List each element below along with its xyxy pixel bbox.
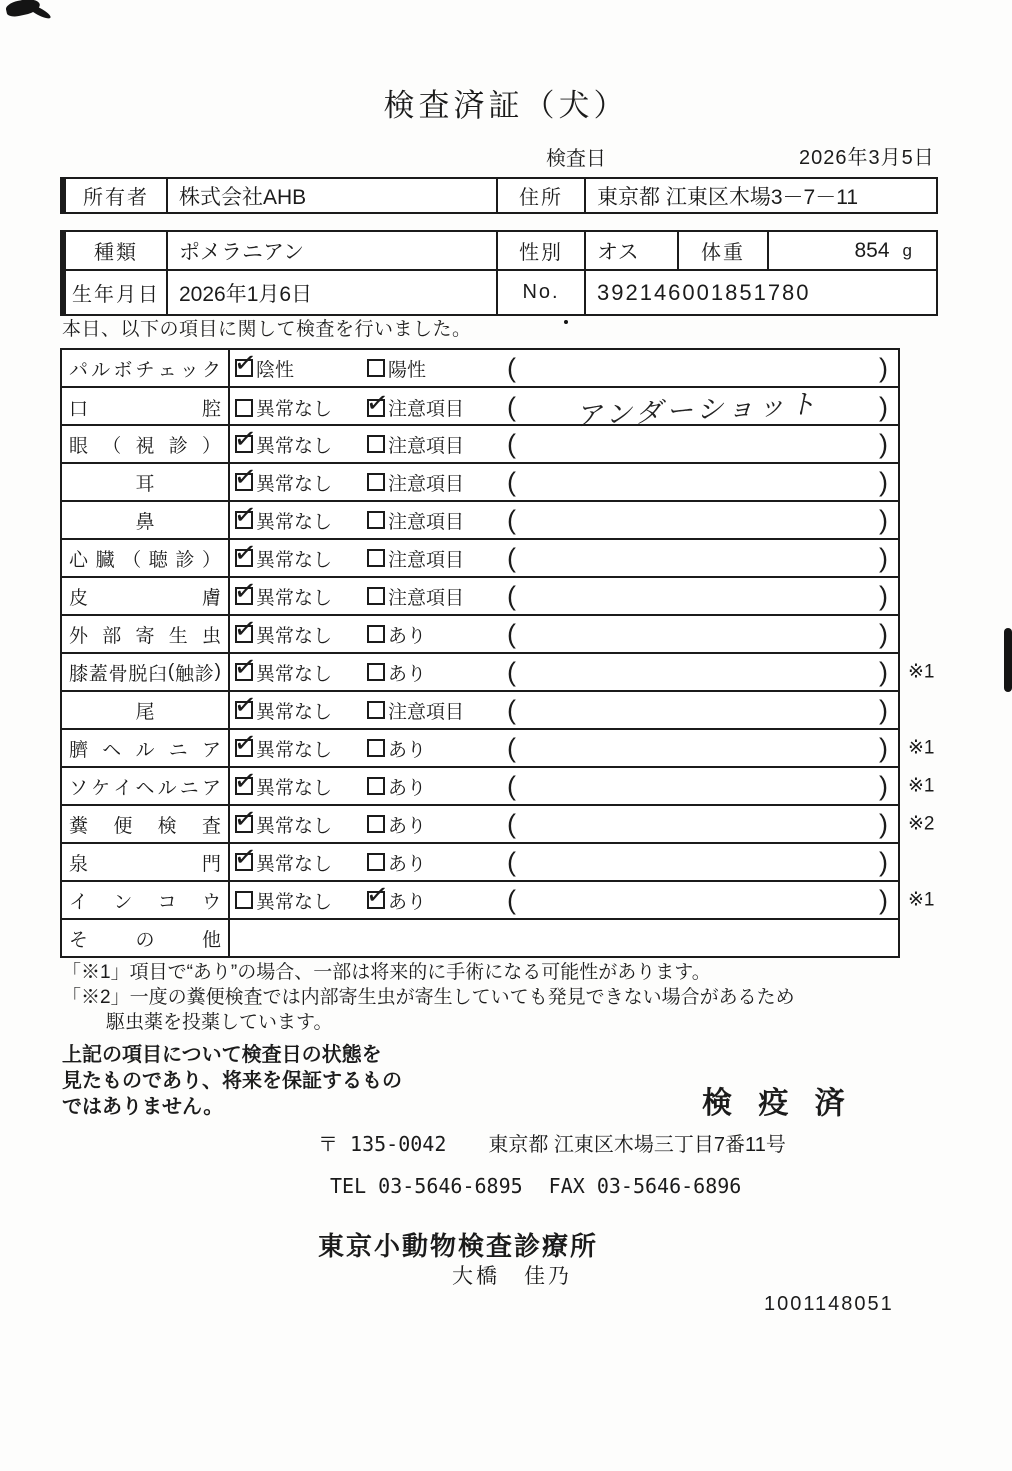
option-2-checkbox xyxy=(367,359,385,377)
inspection-item-name: 外 部 寄 生 虫 xyxy=(62,616,230,652)
inspection-row xyxy=(62,690,898,728)
option-1 xyxy=(230,578,362,614)
inspection-item-name: 眼 （ 視 診 ） xyxy=(62,426,230,462)
option-1-label: 異常なし xyxy=(256,549,333,571)
option-2 xyxy=(362,806,497,842)
result-note-field xyxy=(497,806,898,842)
inspection-item-name: 耳 xyxy=(62,464,230,500)
option-1-checkbox xyxy=(235,473,253,491)
option-2 xyxy=(362,426,497,462)
option-1 xyxy=(230,768,362,804)
option-2 xyxy=(362,388,497,427)
sex-value: オス xyxy=(586,232,679,269)
option-1-label: 異常なし xyxy=(256,587,333,609)
owner-info-table xyxy=(60,177,938,214)
option-1-checkbox xyxy=(235,777,253,795)
weight-number: 854 xyxy=(854,238,890,262)
animal-info-row-1 xyxy=(66,232,936,271)
option-1-checkbox xyxy=(235,853,253,871)
option-2 xyxy=(362,350,497,386)
option-2 xyxy=(362,654,497,690)
footnotes xyxy=(62,960,795,1035)
inspection-date-label: 検査日 xyxy=(546,148,606,170)
clinic-address: 東京都 江東区木場三丁目7番11号 xyxy=(488,1134,786,1156)
option-1-label: 異常なし xyxy=(256,625,333,647)
option-1-label: 異常なし xyxy=(256,739,333,761)
footnote-mark: ※1 xyxy=(908,775,935,797)
option-1 xyxy=(230,730,362,766)
option-1-label: 異常なし xyxy=(256,701,333,723)
footnote-2-line-2: 駆虫薬を投薬しています。 xyxy=(106,1012,333,1033)
option-2-checkbox xyxy=(367,625,385,643)
footnote-mark: ※1 xyxy=(908,737,935,759)
option-1 xyxy=(230,844,362,880)
inspection-row xyxy=(62,652,935,690)
option-2 xyxy=(362,692,497,728)
option-2 xyxy=(362,768,497,804)
option-2-checkbox xyxy=(367,815,385,833)
inspection-item-name: 心 臓 （ 聴 診 ） xyxy=(62,540,230,576)
option-1-checkbox xyxy=(235,663,253,681)
option-1-checkbox xyxy=(235,549,253,567)
footnote-mark: ※1 xyxy=(908,889,935,911)
option-2 xyxy=(362,616,497,652)
result-note-field xyxy=(497,502,898,538)
option-1-label: 異常なし xyxy=(256,853,333,875)
option-1-label: 陰性 xyxy=(256,359,295,381)
inspection-item-name: イ ン コ ウ xyxy=(62,882,230,918)
inspection-row xyxy=(62,500,898,538)
option-1 xyxy=(230,616,362,652)
option-2-label: 注意項目 xyxy=(388,473,465,495)
option-2-checkbox xyxy=(367,777,385,795)
option-1-label: 異常なし xyxy=(256,891,333,913)
weight-unit: g xyxy=(902,240,912,260)
result-note-field xyxy=(497,388,898,433)
inspection-item-name: 糞 便 検 査 xyxy=(62,806,230,842)
option-1-label: 異常なし xyxy=(256,473,333,495)
handwritten-note: ( アンダーショット xyxy=(574,388,821,433)
option-2-label: 注意項目 xyxy=(388,435,465,457)
option-2-checkbox xyxy=(367,435,385,453)
option-2-label: あり xyxy=(388,815,427,837)
owner-label: 所有者 xyxy=(66,179,168,212)
result-note-field xyxy=(497,730,898,766)
option-2-label: あり xyxy=(388,891,427,913)
option-2 xyxy=(362,882,497,918)
option-2 xyxy=(362,464,497,500)
inspection-row xyxy=(62,424,898,462)
birthdate-value: 2026年1月6日 xyxy=(168,271,498,314)
veterinarian-name: 大橋 佳乃 xyxy=(452,1265,572,1288)
option-1-checkbox xyxy=(235,587,253,605)
result-note-field xyxy=(497,654,898,690)
tel-number: TEL 03-5646-6895 xyxy=(330,1174,523,1198)
result-note-field xyxy=(497,540,898,576)
result-note-field xyxy=(497,464,898,500)
inspection-row xyxy=(62,728,935,766)
inspection-row xyxy=(62,842,898,880)
option-1 xyxy=(230,654,362,690)
inspection-item-name: ソ ケ イ ヘ ル ニ ア xyxy=(62,768,230,804)
result-note-field xyxy=(497,882,898,918)
scan-artifact xyxy=(1004,628,1012,692)
postal-code: 〒 135-0042 xyxy=(318,1132,447,1156)
option-1-checkbox xyxy=(235,511,253,529)
inspection-row xyxy=(62,576,898,614)
option-2-label: 注意項目 xyxy=(388,587,465,609)
footnote-mark: ※2 xyxy=(908,813,935,835)
inspection-item-name: そ の 他 xyxy=(62,920,230,956)
weight-value xyxy=(769,232,936,269)
option-1-checkbox xyxy=(235,625,253,643)
clinic-address-line xyxy=(318,1128,786,1157)
option-1-checkbox xyxy=(235,435,253,453)
address-value: 東京都 江東区木場3－7－11 xyxy=(597,185,858,209)
inspection-item-name: 泉 門 xyxy=(62,844,230,880)
document-number: 1001148051 xyxy=(764,1293,894,1315)
option-1-checkbox xyxy=(235,739,253,757)
inspection-row xyxy=(62,386,898,433)
disclaimer-line-1: 上記の項目について検査日の状態を xyxy=(62,1044,382,1066)
fax-number: FAX 03-5646-6896 xyxy=(548,1174,742,1198)
inspection-row xyxy=(62,538,898,576)
option-1 xyxy=(230,426,362,462)
option-2-checkbox xyxy=(367,663,385,681)
inspection-item-name: 口 腔 xyxy=(62,388,230,427)
animal-info-row-2 xyxy=(66,271,936,314)
option-1-checkbox xyxy=(235,359,253,377)
option-1-checkbox xyxy=(235,399,253,417)
no-value: 392146001851780 xyxy=(597,279,811,305)
option-2-checkbox xyxy=(367,549,385,567)
sex-label: 性別 xyxy=(498,232,586,269)
result-note-field xyxy=(497,844,898,880)
clinic-name: 東京小動物検査診療所 xyxy=(318,1231,599,1261)
inspection-row xyxy=(62,614,898,652)
option-2-label: 注意項目 xyxy=(388,549,465,571)
inspection-item-name: 膝 蓋 骨 脱 臼 ( 触 診 ) xyxy=(62,654,230,690)
result-note-field xyxy=(497,616,898,652)
result-note-field xyxy=(497,920,898,956)
option-2-label: 陽性 xyxy=(388,359,427,381)
owner-value: 株式会社AHB xyxy=(168,179,498,212)
option-2-label: あり xyxy=(388,625,427,647)
option-2 xyxy=(362,730,497,766)
disclaimer-line-3: ではありません。 xyxy=(62,1096,224,1118)
breed-value: ポメラニアン xyxy=(168,232,498,269)
option-2-label: あり xyxy=(388,739,427,761)
inspection-row xyxy=(62,804,935,842)
option-2-label: 注意項目 xyxy=(388,399,465,420)
option-1-label: 異常なし xyxy=(256,815,333,837)
inspection-item-name: パ ル ボ チ ェ ッ ク xyxy=(62,350,230,386)
option-2 xyxy=(362,578,497,614)
option-1 xyxy=(230,882,362,918)
result-note-field xyxy=(497,350,898,386)
breed-label: 種類 xyxy=(66,232,168,269)
option-1 xyxy=(230,806,362,842)
weight-label: 体重 xyxy=(679,232,769,269)
inspection-item-name: 臍 ヘ ル ニ ア xyxy=(62,730,230,766)
scan-artifact xyxy=(564,320,568,324)
option-2 xyxy=(362,844,497,880)
option-1-checkbox xyxy=(235,701,253,719)
option-2-checkbox xyxy=(367,473,385,491)
option-1-label: 異常なし xyxy=(256,663,333,685)
inspection-row xyxy=(62,880,935,918)
inspection-table xyxy=(60,348,935,958)
option-2-checkbox xyxy=(367,587,385,605)
option-1-checkbox xyxy=(235,815,253,833)
no-label: No. xyxy=(498,271,586,314)
quarantine-stamp: 検 疫 済 xyxy=(702,1087,854,1120)
option-1-checkbox xyxy=(235,891,253,909)
option-2-checkbox xyxy=(367,891,385,909)
inspection-row xyxy=(62,766,935,804)
inspection-date-value: 2026年3月5日 xyxy=(799,147,935,169)
option-2 xyxy=(362,540,497,576)
option-1 xyxy=(230,464,362,500)
result-note-field xyxy=(497,692,898,728)
option-1 xyxy=(230,692,362,728)
inspection-row xyxy=(62,350,898,386)
inspection-item-name: 鼻 xyxy=(62,502,230,538)
option-2-checkbox xyxy=(367,701,385,719)
footnote-1: 「※1」項目で“あり”の場合、一部は将来的に手術になる可能性があります。 xyxy=(62,962,711,983)
footnote-2-line-1: 「※2」一度の糞便検査では内部寄生虫が寄生していても発見できない場合があるため xyxy=(62,987,795,1008)
option-2-label: あり xyxy=(388,853,427,875)
option-1 xyxy=(230,388,362,427)
option-2-label: あり xyxy=(388,663,427,685)
option-1-label: 異常なし xyxy=(256,777,333,799)
option-2-checkbox xyxy=(367,511,385,529)
intro-text: 本日、以下の項目に関して検査を行いました。 xyxy=(62,319,472,340)
option-2-checkbox xyxy=(367,739,385,757)
option-2-label: あり xyxy=(388,777,427,799)
option-2-label: 注意項目 xyxy=(388,511,465,533)
option-1-label: 異常なし xyxy=(256,435,333,457)
address-label: 住所 xyxy=(498,179,586,212)
disclaimer xyxy=(62,1042,402,1120)
animal-info-table xyxy=(60,230,938,316)
phone-line xyxy=(330,1174,741,1198)
inspection-row xyxy=(62,462,898,500)
result-note-field xyxy=(497,768,898,804)
option-1 xyxy=(230,350,362,386)
option-2-checkbox xyxy=(367,399,385,417)
disclaimer-line-2: 見たものであり、将来を保証するもの xyxy=(62,1070,402,1092)
option-1 xyxy=(230,540,362,576)
inspection-item-name: 尾 xyxy=(62,692,230,728)
result-note-field xyxy=(497,426,898,462)
option-2 xyxy=(362,502,497,538)
result-note-field xyxy=(497,578,898,614)
footnote-mark: ※1 xyxy=(908,661,935,683)
inspection-item-name: 皮 膚 xyxy=(62,578,230,614)
birthdate-label: 生年月日 xyxy=(66,271,168,314)
document-title: 検査済証（犬） xyxy=(383,88,629,123)
option-1-label: 異常なし xyxy=(256,399,333,420)
option-2-checkbox xyxy=(367,853,385,871)
option-1-label: 異常なし xyxy=(256,511,333,533)
inspection-row xyxy=(62,918,898,956)
option-1 xyxy=(230,502,362,538)
option-2-label: 注意項目 xyxy=(388,701,465,723)
